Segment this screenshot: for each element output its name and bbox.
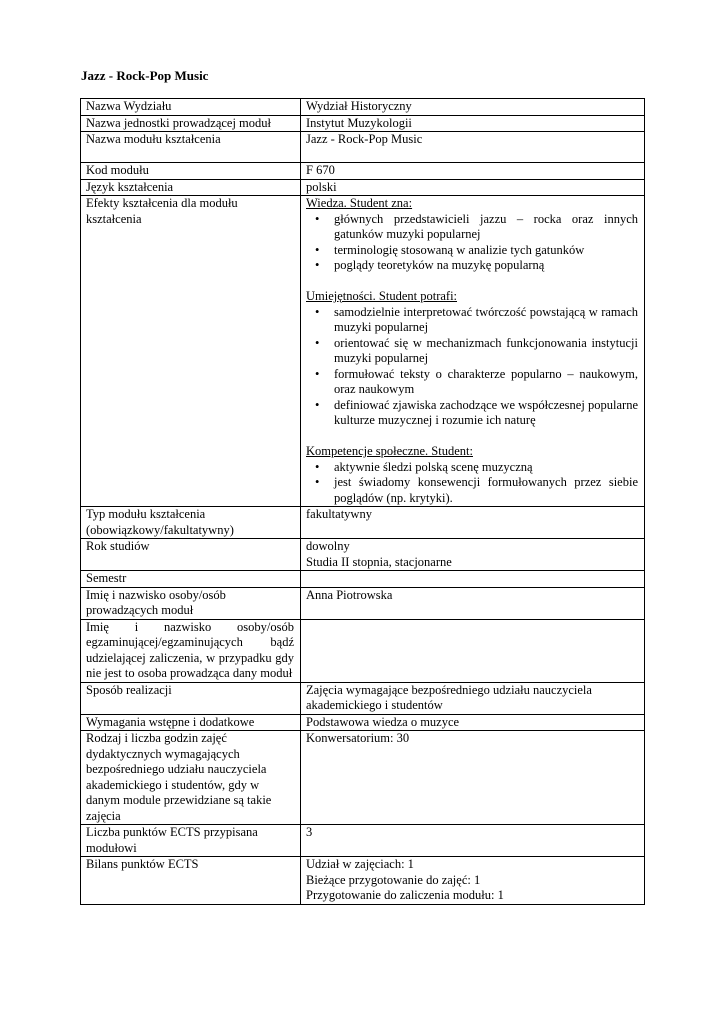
row-label: Liczba punktów ECTS przypisana modułowi	[81, 825, 301, 857]
table-row	[81, 714, 645, 731]
row-label: Kod modułu	[81, 163, 301, 180]
row-label: Rodzaj i liczba godzin zajęć dydaktycznych wymagających bezpośredniego udziału nauczyciela akademickiego i studentów, gdy w danym module przewidziane są takie zajęcia	[81, 731, 301, 825]
list-item: • definiować zjawiska zachodzące we współczesnej popularne kulturze muzycznej i rozumie ich naturę	[334, 398, 638, 429]
row-label: Imię i nazwisko osoby/osób egzaminującej/egzaminujących bądź udzielającej zaliczenia, w przypadku gdy nie jest to osoba prowadząca dany moduł	[81, 619, 301, 682]
list-item: • aktywnie śledzi polską scenę muzyczną	[334, 460, 638, 476]
table-row	[81, 619, 645, 682]
table-row	[81, 731, 645, 825]
row-value: Wydział Historyczny	[301, 99, 645, 116]
knowledge-list	[306, 212, 638, 274]
page-title: Jazz - Rock-Pop Music	[81, 68, 209, 83]
row-label: Nazwa jednostki prowadzącej moduł	[81, 115, 301, 132]
table-row	[81, 163, 645, 180]
row-label: Rok studiów	[81, 539, 301, 571]
skills-heading: Umiejętności. Student potrafi:	[306, 289, 458, 303]
row-value: Jazz - Rock-Pop Music	[301, 132, 645, 163]
learning-outcomes	[301, 196, 645, 507]
row-value: fakultatywny	[301, 507, 645, 539]
table-row	[81, 196, 645, 507]
row-label: Nazwa modułu kształcenia	[81, 132, 301, 163]
table-row	[81, 571, 645, 588]
competences-list	[306, 460, 638, 507]
table-row	[81, 857, 645, 905]
row-value: Instytut Muzykologii	[301, 115, 645, 132]
table-row	[81, 682, 645, 714]
row-label: Typ modułu kształcenia (obowiązkowy/fakultatywny)	[81, 507, 301, 539]
skills-list	[306, 305, 638, 429]
competences-heading: Kompetencje społeczne. Student:	[306, 444, 473, 458]
row-label: Wymagania wstępne i dodatkowe	[81, 714, 301, 731]
row-value: polski	[301, 179, 645, 196]
row-value	[301, 857, 645, 905]
year-value: dowolny	[306, 539, 350, 553]
table-row	[81, 539, 645, 571]
row-label: Nazwa Wydziału	[81, 99, 301, 116]
list-item: • jest świadomy konsewencji formułowanych przez siebie poglądów (np. krytyki).	[334, 475, 638, 506]
row-label: Efekty kształcenia dla modułu kształcenia	[81, 196, 301, 507]
row-value: 3	[301, 825, 645, 857]
ects-line: Przygotowanie do zaliczenia modułu: 1	[306, 888, 504, 902]
list-item: • formułować teksty o charakterze popularno – naukowym, oraz naukowym	[334, 367, 638, 398]
row-value: Konwersatorium: 30	[301, 731, 645, 825]
ects-line: Bieżące przygotowanie do zajęć: 1	[306, 872, 481, 887]
row-value	[301, 539, 645, 571]
row-value: Podstawowa wiedza o muzyce	[301, 714, 645, 731]
table-row	[81, 132, 645, 163]
list-item: • głównych przedstawicieli jazzu – rocka oraz innych gatunków muzyki popularnej	[334, 212, 638, 243]
row-label: Język kształcenia	[81, 179, 301, 196]
table-row	[81, 825, 645, 857]
list-item: • samodzielnie interpretować twórczość powstającą w ramach muzyki popularnej	[334, 305, 638, 336]
study-mode-value: Studia II stopnia, stacjonarne	[306, 554, 452, 569]
row-value: Zajęcia wymagające bezpośredniego udziału nauczyciela akademickiego i studentów	[301, 682, 645, 714]
table-row	[81, 507, 645, 539]
module-table	[80, 98, 645, 905]
row-value: F 670	[301, 163, 645, 180]
row-value: Anna Piotrowska	[301, 587, 645, 619]
row-label: Bilans punktów ECTS	[81, 857, 301, 905]
table-row	[81, 99, 645, 116]
table-row	[81, 587, 645, 619]
knowledge-heading: Wiedza. Student zna:	[306, 196, 413, 210]
ects-line: Udział w zajęciach: 1	[306, 857, 414, 871]
table-row	[81, 115, 645, 132]
row-label: Semestr	[81, 571, 301, 588]
row-label: Sposób realizacji	[81, 682, 301, 714]
row-value	[301, 571, 645, 588]
table-row	[81, 179, 645, 196]
list-item: • terminologię stosowaną w analizie tych gatunków	[334, 243, 638, 259]
list-item: • poglądy teoretyków na muzykę popularną	[334, 258, 638, 274]
row-label: Imię i nazwisko osoby/osób prowadzących moduł	[81, 587, 301, 619]
list-item: • orientować się w mechanizmach funkcjonowania instytucji muzyki popularnej	[334, 336, 638, 367]
row-value	[301, 619, 645, 682]
